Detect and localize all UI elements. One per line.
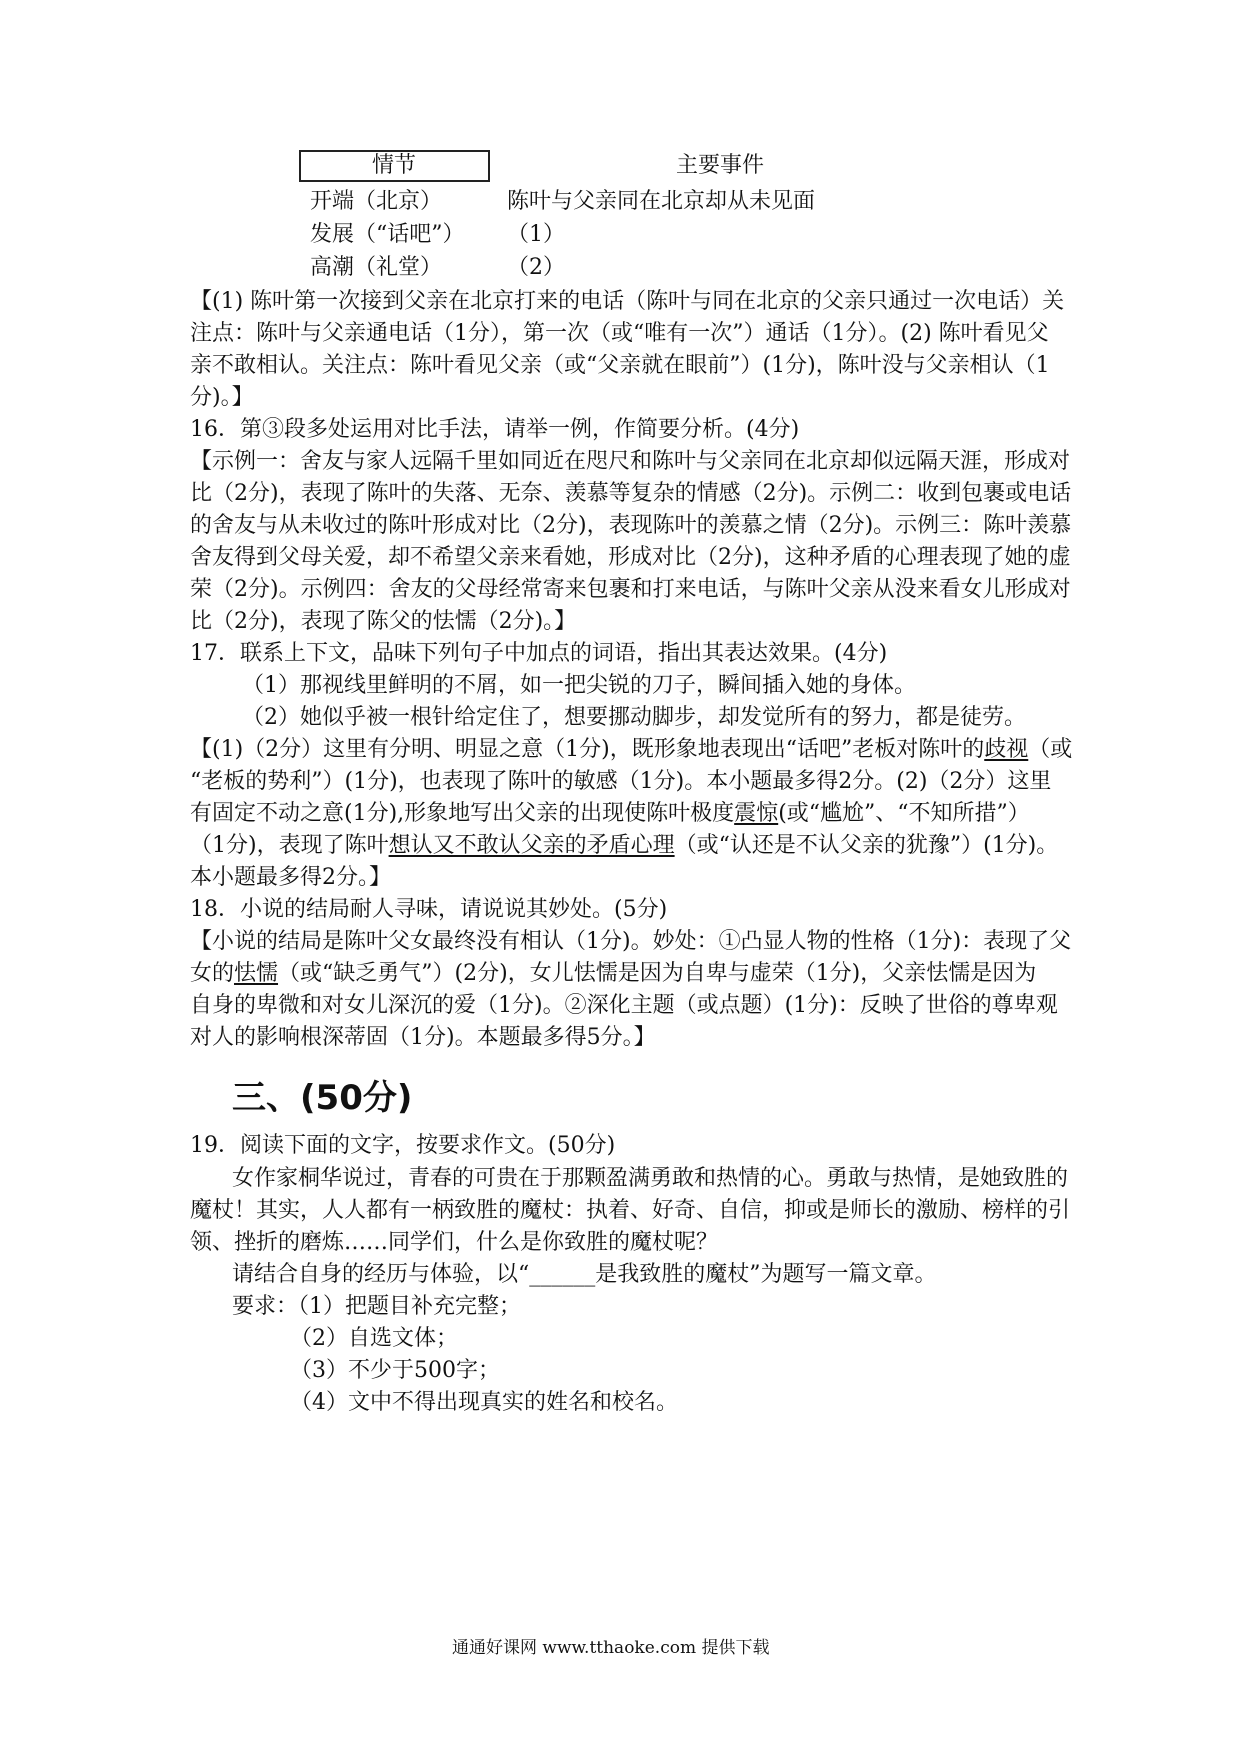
answer-18-line: 女的怯懦（或“缺乏勇气”）(2分)，女儿怯懦是因为自卑与虚荣（1分)，父亲怯懦是因为: [190, 961, 1037, 986]
answer-15-line: 【(1) 陈叶第一次接到父亲在北京打来的电话（陈叶与同在北京的父亲只通过一次电话）关: [190, 289, 1065, 314]
answer-15-line: 注点：陈叶与父亲通电话（1分），第一次（或“唯有一次”）通话（1分）。(2) 陈叶看见父: [190, 321, 1049, 346]
answer-15-line: 分)。】: [190, 385, 254, 410]
table-header-event: 主要事件: [676, 153, 765, 178]
requirement-item: （4）文中不得出现真实的姓名和校名。: [290, 1390, 678, 1415]
table-row-plot: 发展（“话吧”）: [310, 222, 465, 247]
answer-17-line: 【(1)（2分）这里有分明、明显之意（1分)，既形象地表现出“话吧”老板对陈叶的歧视（或: [190, 737, 1073, 762]
requirement-item: （3）不少于500字；: [290, 1358, 500, 1383]
essay-prompt-line: 魔杖！其实，人人都有一柄致胜的魔杖：执着、好奇、自信，抑或是师长的激励、榜样的引: [190, 1198, 1071, 1223]
requirements-label: 要求：（1）把题目补充完整；: [232, 1294, 522, 1319]
answer-16-line: 【示例一：舍友与家人远隔千里如同近在咫尺和陈叶与父亲同在北京却似远隔天涯，形成对: [190, 449, 1071, 474]
table-row-plot: 开端（北京）: [310, 189, 443, 214]
answer-17-line: （1分)，表现了陈叶想认又不敢认父亲的矛盾心理（或“认还是不认父亲的犹豫”）(1分)。: [190, 833, 1059, 858]
answer-17-line: 本小题最多得2分。】: [190, 865, 391, 890]
answer-16-line: 比（2分)，表现了陈父的怯懦（2分)。】: [190, 609, 577, 634]
essay-prompt-line: 领、挫折的磨炼……同学们，什么是你致胜的魔杖呢？: [190, 1230, 719, 1255]
question-17-sentence-1: （1）那视线里鲜明的不屑，如一把尖锐的刀子，瞬间插入她的身体。: [242, 673, 916, 698]
question-19: 19．阅读下面的文字，按要求作文。(50分): [190, 1133, 616, 1158]
requirement-item: （2）自选文体；: [290, 1326, 458, 1351]
underlined-term: 怯懦: [234, 961, 279, 986]
underlined-term: 震惊: [734, 801, 779, 826]
table-row-plot: 高潮（礼堂）: [310, 255, 443, 280]
table-header-plot: 情节: [372, 153, 417, 178]
essay-prompt-line: 请结合自身的经历与体验，以“______是我致胜的魔杖”为题写一篇文章。: [232, 1262, 937, 1287]
question-17: 17．联系上下文，品味下列句子中加点的词语，指出其表达效果。(4分): [190, 641, 888, 666]
answer-17-line: “老板的势利”）(1分)，也表现了陈叶的敏感（1分)。本小题最多得2分。(2)（2分）这里: [190, 769, 1052, 794]
answer-18-line: 【小说的结局是陈叶父女最终没有相认（1分)。妙处：①凸显人物的性格（1分)：表现了父: [190, 929, 1072, 954]
question-17-sentence-2: （2）她似乎被一根针给定住了，想要挪动脚步，却发觉所有的努力，都是徒劳。: [242, 705, 1026, 730]
underlined-term: 想认又不敢认父亲的矛盾心理: [388, 833, 675, 858]
answer-16-line: 的舍友与从未收过的陈叶形成对比（2分)，表现陈叶的羡慕之情（2分)。示例三：陈叶羡慕: [190, 513, 1072, 538]
answer-16-line: 舍友得到父母关爱，却不希望父亲来看她，形成对比（2分)，这种矛盾的心理表现了她的虚: [190, 545, 1071, 570]
answer-18-line: 对人的影响根深蒂固（1分)。本题最多得5分。】: [190, 1025, 656, 1050]
answer-16-line: 荣（2分)。示例四：舍友的父母经常寄来包裹和打来电话，与陈叶父亲从没来看女儿形成对: [190, 577, 1071, 602]
answer-15-line: 亲不敢相认。关注点：陈叶看见父亲（或“父亲就在眼前”）(1分)，陈叶没与父亲相认（1: [190, 353, 1050, 378]
answer-17-line: 有固定不动之意(1分),形象地写出父亲的出现使陈叶极度震惊(或“尴尬”、“不知所措”）: [190, 801, 1030, 826]
page-footer: 通通好课网 www.tthaoke.com 提供下载: [452, 1638, 770, 1658]
section-heading: 三、(50分): [232, 1078, 413, 1118]
answer-16-line: 比（2分)，表现了陈叶的失落、无奈、羡慕等复杂的情感（2分)。示例二：收到包裹或电话: [190, 481, 1072, 506]
table-row-event: （2）: [507, 255, 565, 280]
table-row-event: （1）: [507, 222, 565, 247]
answer-18-line: 自身的卑微和对女儿深沉的爱（1分)。②深化主题（或点题）(1分)：反映了世俗的尊卑观: [190, 993, 1058, 1018]
underlined-term: 歧视: [984, 737, 1029, 762]
question-18: 18．小说的结局耐人寻味，请说说其妙处。(5分): [190, 897, 668, 922]
essay-prompt-line: 女作家桐华说过，青春的可贵在于那颗盈满勇敢和热情的心。勇敢与热情，是她致胜的: [232, 1166, 1069, 1191]
question-16: 16．第③段多处运用对比手法，请举一例，作简要分析。(4分): [190, 417, 800, 442]
table-row-event: 陈叶与父亲同在北京却从未见面: [507, 189, 816, 214]
